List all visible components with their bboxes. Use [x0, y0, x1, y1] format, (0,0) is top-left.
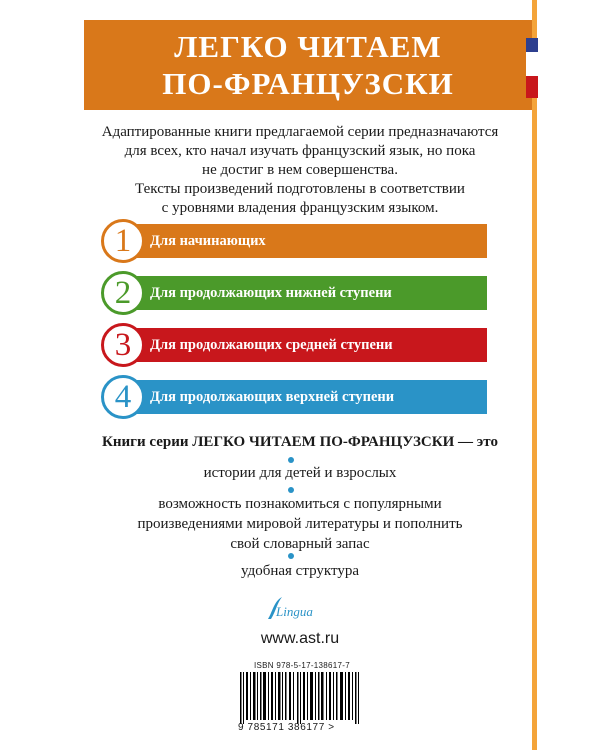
publisher-website[interactable]: www.ast.ru: [260, 630, 340, 647]
barcode: [236, 672, 366, 724]
series-title-line-2: ПО-ФРАНЦУЗСКИ: [162, 66, 454, 101]
feature-item: [84, 494, 516, 554]
feature-line: произведениями мировой литературы и пополнить: [137, 516, 463, 532]
series-heading: Книги серии ЛЕГКО ЧИТАЕМ ПО-ФРАНЦУЗСКИ — это: [102, 434, 498, 450]
lingua-logo-text: Lingua: [276, 604, 313, 619]
level-1-number: 1: [101, 219, 145, 263]
series-title-line-1: ЛЕГКО ЧИТАЕМ: [174, 29, 442, 64]
intro-line: Адаптированные книги предлагаемой серии предназначаются: [101, 124, 499, 140]
feature-line: возможность познакомиться с популярными: [158, 496, 442, 512]
feature-line: удобная структура: [241, 563, 359, 579]
series-title: [84, 28, 532, 102]
barcode-icon: [236, 672, 366, 724]
intro-line: для всех, кто начал изучать французский язык, но пока: [124, 143, 476, 159]
flag-blue-stripe: [526, 38, 538, 52]
bullet-dot: [288, 553, 294, 559]
level-4-label: Для продолжающих верхней ступени: [150, 389, 395, 405]
intro-line: Тексты произведений подготовлены в соответствии: [135, 181, 465, 197]
isbn-number: ISBN 978-5-17-138617-7: [254, 661, 350, 670]
bullet-dot: [288, 487, 294, 493]
lingua-logo: [262, 595, 322, 619]
feature-item: [84, 561, 516, 581]
feature-line: свой словарный запас: [230, 536, 370, 552]
spine-edge: [532, 0, 537, 750]
feature-line: истории для детей и взрослых: [203, 465, 397, 481]
flag-red-stripe: [526, 76, 538, 98]
lingua-logo-icon: [262, 595, 322, 621]
barcode-digits: 9 785171 386177 >: [238, 722, 335, 733]
level-2-label: Для продолжающих нижней ступени: [150, 285, 392, 301]
intro-line: с уровнями владения французским языком.: [161, 200, 439, 216]
level-3-label: Для продолжающих средней ступени: [150, 337, 393, 353]
level-1-label: Для начинающих: [150, 233, 266, 249]
feature-item: [84, 463, 516, 483]
level-2-number: 2: [101, 271, 145, 315]
level-4-number: 4: [101, 375, 145, 419]
level-3-number: 3: [101, 323, 145, 367]
intro-line: не достиг в нем совершенства.: [202, 162, 398, 178]
intro-text: [84, 123, 516, 218]
flag-white-stripe: [526, 52, 538, 76]
